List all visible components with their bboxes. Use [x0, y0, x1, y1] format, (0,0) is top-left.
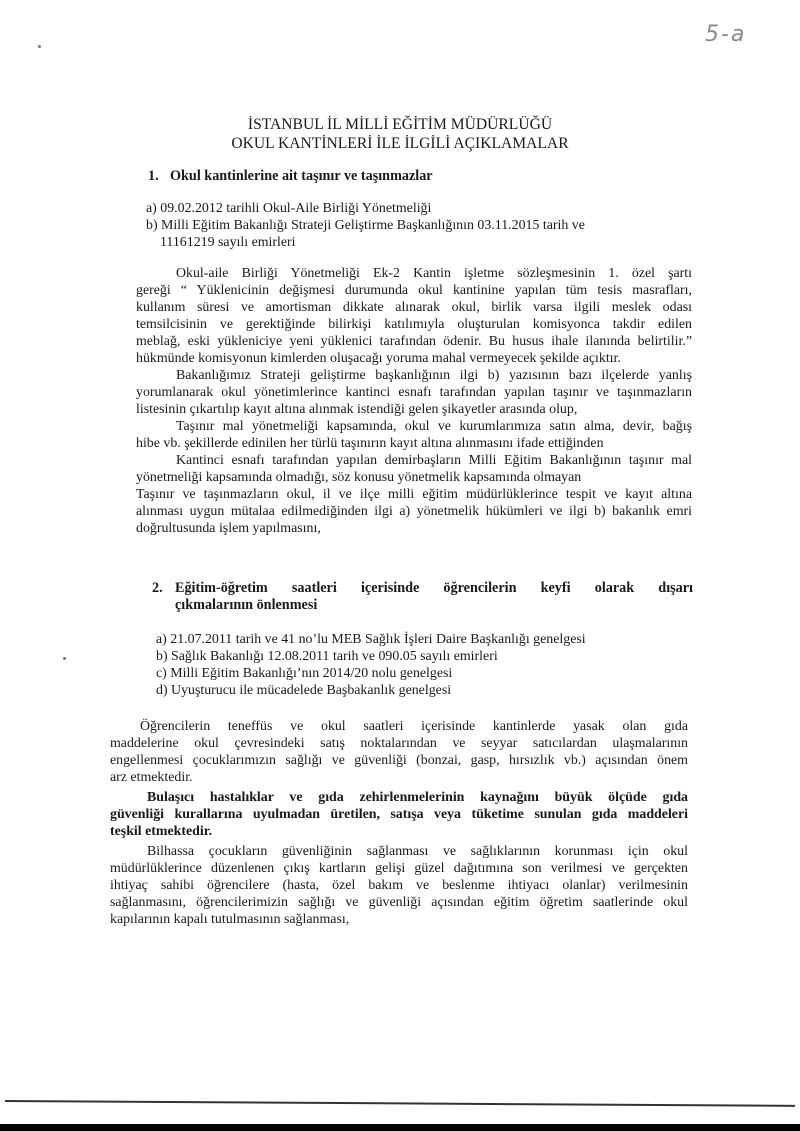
section-1-ref-a: a) 09.02.2012 tarihli Okul-Aile Birliği Yönetmeliği: [146, 201, 432, 216]
section-1-para-2-line: listesinin çıkartılıp kayıt altına alınmak istendiği gelen şikayetler arasında olup,: [136, 402, 578, 417]
section-1-number: 1.: [148, 168, 159, 184]
section-1-para-1-line: meblağ, eski yükleniciye yeni yüklenici tarafından ödenir. Bu husus ihale ilanında belirtilir.”: [136, 334, 692, 349]
section-2-para-3-line: kapılarının kapalı tutulmasının sağlanması,: [110, 912, 350, 927]
section-2-para-3-line: sağlanmasını, öğrencilerimizin sağlığı ve güvenliği açısından eğitim öğretim saatlerinde okul: [110, 895, 688, 910]
section-1-para-2-line: Bakanlığımız Strateji geliştirme başkanlığının ilgi b) yazısının bazı ilçelerde yanlış: [176, 368, 692, 383]
section-1-para-2-line: yorumlanarak okul yönetimlerince kantinci esnafı tarafından yapılan taşınır ve taşınmazların: [136, 385, 692, 400]
section-2-para-2-line: güvenliği kurallarına uyulmadan üretilen, satışa veya tüketime sunulan gıda maddeleri: [110, 807, 688, 822]
section-2-number: 2.: [152, 580, 163, 596]
scan-speck: [63, 657, 66, 660]
footer-rule: [5, 1100, 795, 1107]
section-1-para-3-line: Taşınır mal yönetmeliği kapsamında, okul ve kurumlarımıza satın alma, devir, bağış: [176, 419, 692, 434]
section-1-para-1-line: hükmünde komisyonun kimlerden oluşacağı yoruma mahal vermeyecek şekilde açıktır.: [136, 351, 621, 366]
section-2-para-3-line: ihtiyaç sahibi öğrencilere (hasta, özel bakım ve beslenme ihtiyacı olanlar) verilmesinin: [110, 878, 688, 893]
section-1-title: Okul kantinlerine ait taşınır ve taşınmazlar: [170, 168, 433, 184]
section-2-para-1-line: Öğrencilerin teneffüs ve okul saatleri içerisinde kantinlerde yasak olan gıda: [140, 719, 688, 734]
section-2-para-1-line: arz etmektedir.: [110, 770, 193, 785]
section-1-ref-b: b) Milli Eğitim Bakanlığı Strateji Geliştirme Başkanlığının 03.11.2015 tarih ve: [146, 218, 585, 233]
section-2-ref-a: a) 21.07.2011 tarih ve 41 no’lu MEB Sağlık İşleri Daire Başkanlığı genelgesi: [156, 632, 586, 647]
section-1-ref-b-cont: 11161219 sayılı emirleri: [160, 235, 296, 250]
section-2-para-3-line: müdürlüklerince düzenlenen çıkış kartların gelişi güzel dağıtımına son verilmesi ve gerçekten: [110, 861, 688, 876]
section-1-para-4-line: doğrultusunda işlem yapılmasını,: [136, 521, 321, 536]
section-2-para-3-line: Bilhassa çocukların güvenliğinin sağlanması ve sağlıklarının korunması için okul: [147, 844, 688, 859]
section-2-para-1-line: engellenmesi çocuklarımızın sağlığı ve güvenliği (bonzai, gasp, hırsızlık vb.) açısından önem: [110, 753, 688, 768]
section-1-para-1-line: temsilcisinin ve gerektiğinde bilirkişi katılımıyla oluşturulan komisyonca takdir edilen: [136, 317, 692, 332]
scan-border: [0, 1124, 800, 1131]
section-1-para-1-line: kullanım süresi ve amortisman dikkate alınarak okul, birlik varsa ilgili meslek odası: [136, 300, 692, 315]
section-2-para-2-line: Bulaşıcı hastalıklar ve gıda zehirlenmelerinin kaynağını büyük ölçüde gıda: [147, 790, 688, 805]
section-1-para-4-line: yönetmeliği kapsamında olmadığı, söz konusu yönetmelik kapsamında olmayan: [136, 470, 582, 485]
section-1-para-4-line: Kantinci esnafı tarafından yapılan demirbaşların Milli Eğitim Bakanlığının taşınır mal: [176, 453, 692, 468]
section-2-title-line-1: Eğitim-öğretim saatleri içerisinde öğrencilerin keyfi olarak dışarı: [175, 580, 693, 596]
handwritten-page-number: 5-a: [705, 22, 747, 47]
section-2-para-2-line: teşkil etmektedir.: [110, 824, 213, 839]
section-1-para-3-line: hibe vb. şekillerde edinilen her türlü taşınırın kayıt altına alınmasını ifade ettiğinden: [136, 436, 604, 451]
header-line-2: OKUL KANTİNLERİ İLE İLGİLİ AÇIKLAMALAR: [231, 135, 569, 152]
section-1-para-1-line: Okul-aile Birliği Yönetmeliği Ek-2 Kantin işletme sözleşmesinin 1. özel şartı: [176, 266, 692, 281]
header-line-1: İSTANBUL İL MİLLİ EĞİTİM MÜDÜRLÜĞÜ: [247, 116, 553, 133]
section-1-para-4-line: Taşınır ve taşınmazların okul, il ve ilçe milli eğitim müdürlüklerince tespit ve kayıt altına: [136, 487, 692, 502]
section-1-para-1-line: gereği “ Yüklenicinin değişmesi durumunda okul kantinine yapılan tüm tesis masrafları,: [136, 283, 692, 298]
section-2-para-1-line: maddelerine okul çevresindeki satış noktalarından ve seyyar satıcılardan ulaşmalarının: [110, 736, 688, 751]
section-2-title-line-2: çıkmalarının önlenmesi: [175, 597, 318, 613]
section-1-para-4-line: alınması uygun mütalaa edilmediğinden ilgi a) yönetmelik hükümleri ve ilgi b) bakanlık emri: [136, 504, 692, 519]
section-2-ref-c: c) Milli Eğitim Bakanlığı’nın 2014/20 nolu genelgesi: [156, 666, 453, 681]
section-2-ref-d: d) Uyuşturucu ile mücadelede Başbakanlık genelgesi: [156, 683, 452, 698]
scan-speck: [38, 45, 41, 48]
section-2-ref-b: b) Sağlık Bakanlığı 12.08.2011 tarih ve 090.05 sayılı emirleri: [156, 649, 498, 664]
